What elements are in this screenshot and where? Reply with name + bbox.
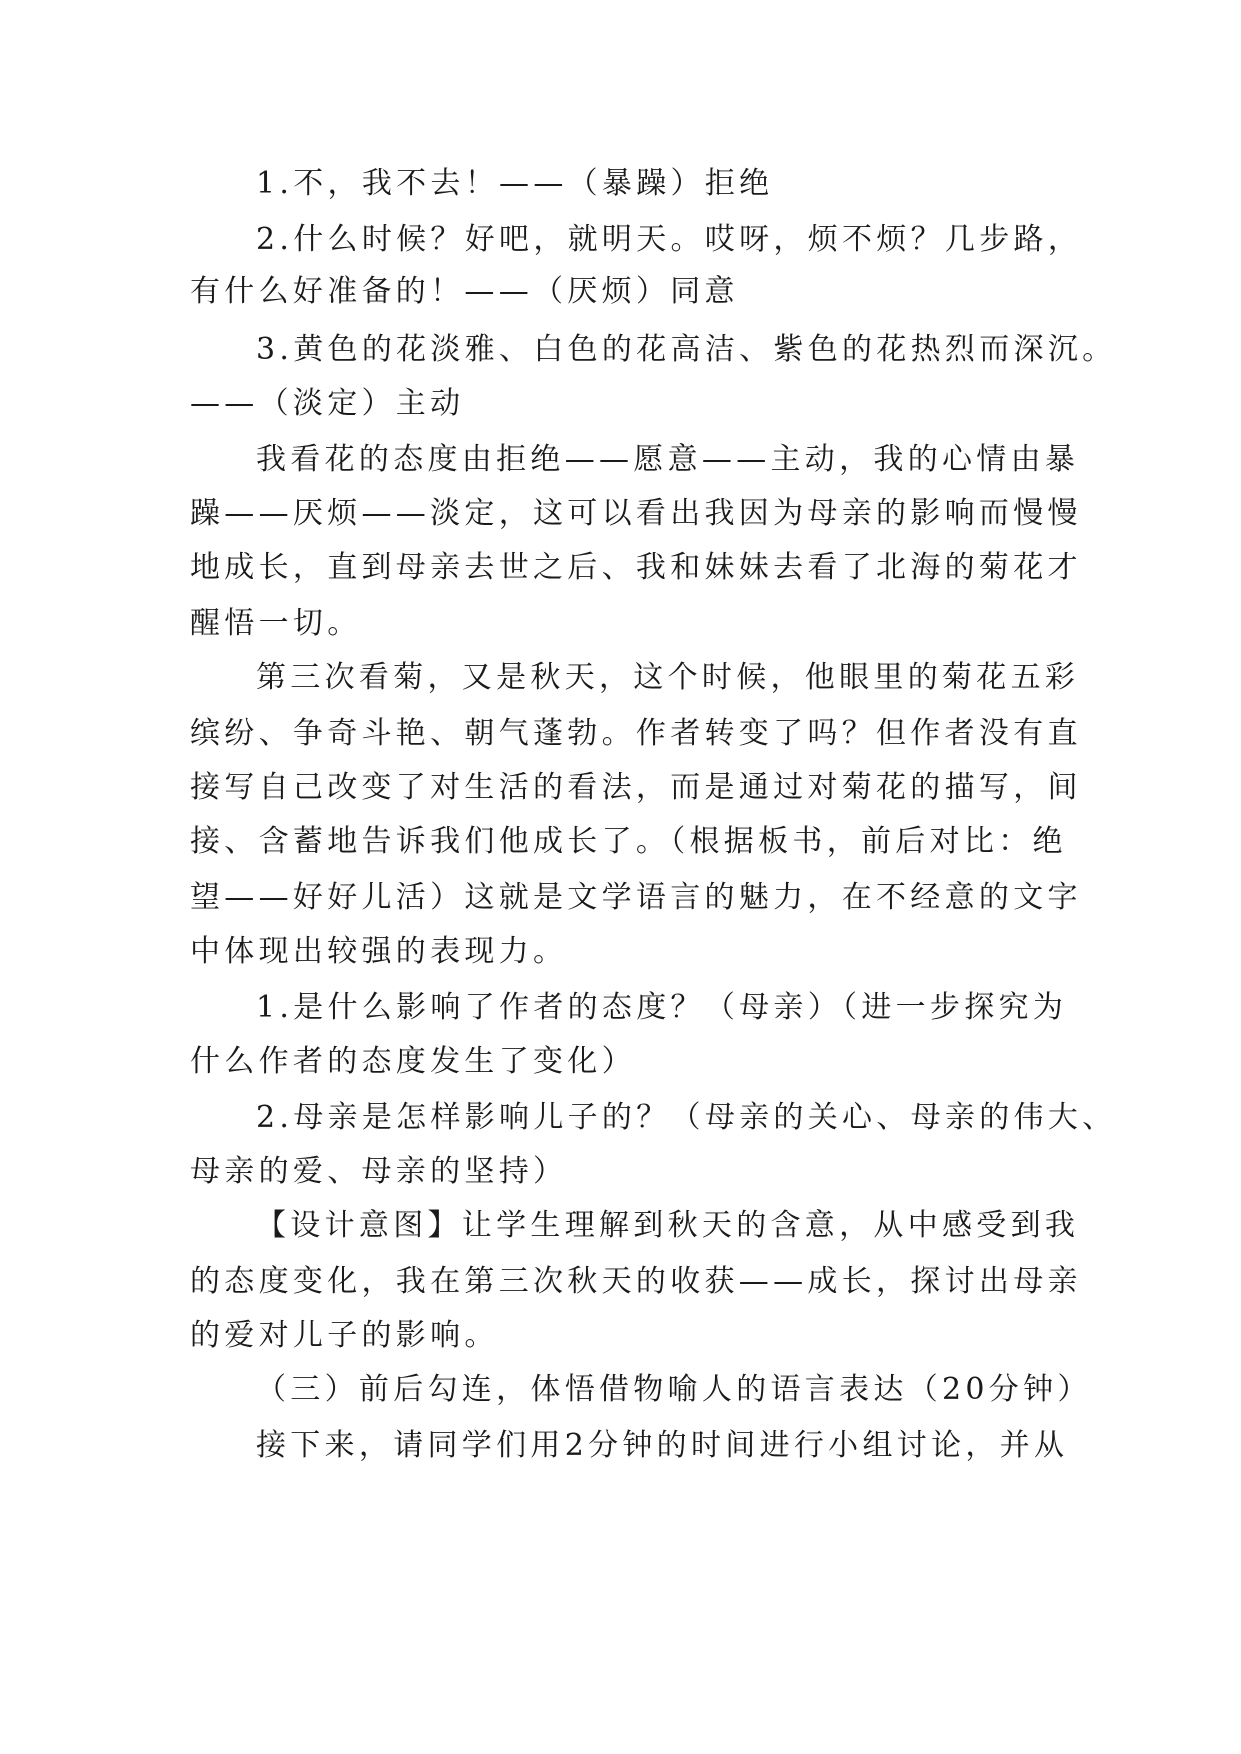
text-line: 2.母亲是怎样影响儿子的？（母亲的关心、母亲的伟大、 — [256, 1100, 1117, 1135]
text-line: 【设计意图】让学生理解到秋天的含意，从中感受到我 — [256, 1208, 1080, 1243]
text-line: 醒悟一切。 — [190, 606, 362, 641]
text-line: （三）前后勾连，体悟借物喻人的语言表达（20分钟） — [256, 1372, 1092, 1407]
text-line: 3.黄色的花淡雅、白色的花高洁、紫色的花热烈而深沉。 — [256, 332, 1117, 367]
text-line: 接写自己改变了对生活的看法，而是通过对菊花的描写，间 — [190, 770, 1082, 805]
text-line: 中体现出较强的表现力。 — [190, 934, 568, 969]
text-line: 接、含蓄地告诉我们他成长了。（根据板书，前后对比：绝 — [190, 824, 1067, 859]
text-line: 1.不，我不去！——（暴躁）拒绝 — [256, 166, 774, 201]
text-line: 的态度变化，我在第三次秋天的收获——成长，探讨出母亲 — [190, 1264, 1082, 1299]
text-line: 望——好好儿活）这就是文学语言的魅力，在不经意的文字 — [190, 880, 1082, 915]
text-line: 有什么好准备的！——（厌烦）同意 — [190, 274, 739, 309]
text-line: 什么作者的态度发生了变化） — [190, 1044, 636, 1079]
text-line: 躁——厌烦——淡定，这可以看出我因为母亲的影响而慢慢 — [190, 496, 1082, 531]
text-line: 第三次看菊，又是秋天，这个时候，他眼里的菊花五彩 — [256, 660, 1080, 695]
text-line: 地成长，直到母亲去世之后、我和妹妹去看了北海的菊花才 — [190, 550, 1082, 585]
text-line: 1.是什么影响了作者的态度？（母亲）（进一步探究为 — [256, 990, 1068, 1025]
text-line: 母亲的爱、母亲的坚持） — [190, 1154, 568, 1189]
text-line: 缤纷、争奇斗艳、朝气蓬勃。作者转变了吗？但作者没有直 — [190, 716, 1082, 751]
text-line: 我看花的态度由拒绝——愿意——主动，我的心情由暴 — [256, 442, 1080, 477]
text-line: 2.什么时候？好吧，就明天。哎呀，烦不烦？几步路， — [256, 222, 1083, 257]
text-line: ——（淡定）主动 — [190, 386, 465, 421]
text-line: 接下来，请同学们用2分钟的时间进行小组讨论，并从 — [256, 1428, 1069, 1463]
text-line: 的爱对儿子的影响。 — [190, 1318, 499, 1353]
